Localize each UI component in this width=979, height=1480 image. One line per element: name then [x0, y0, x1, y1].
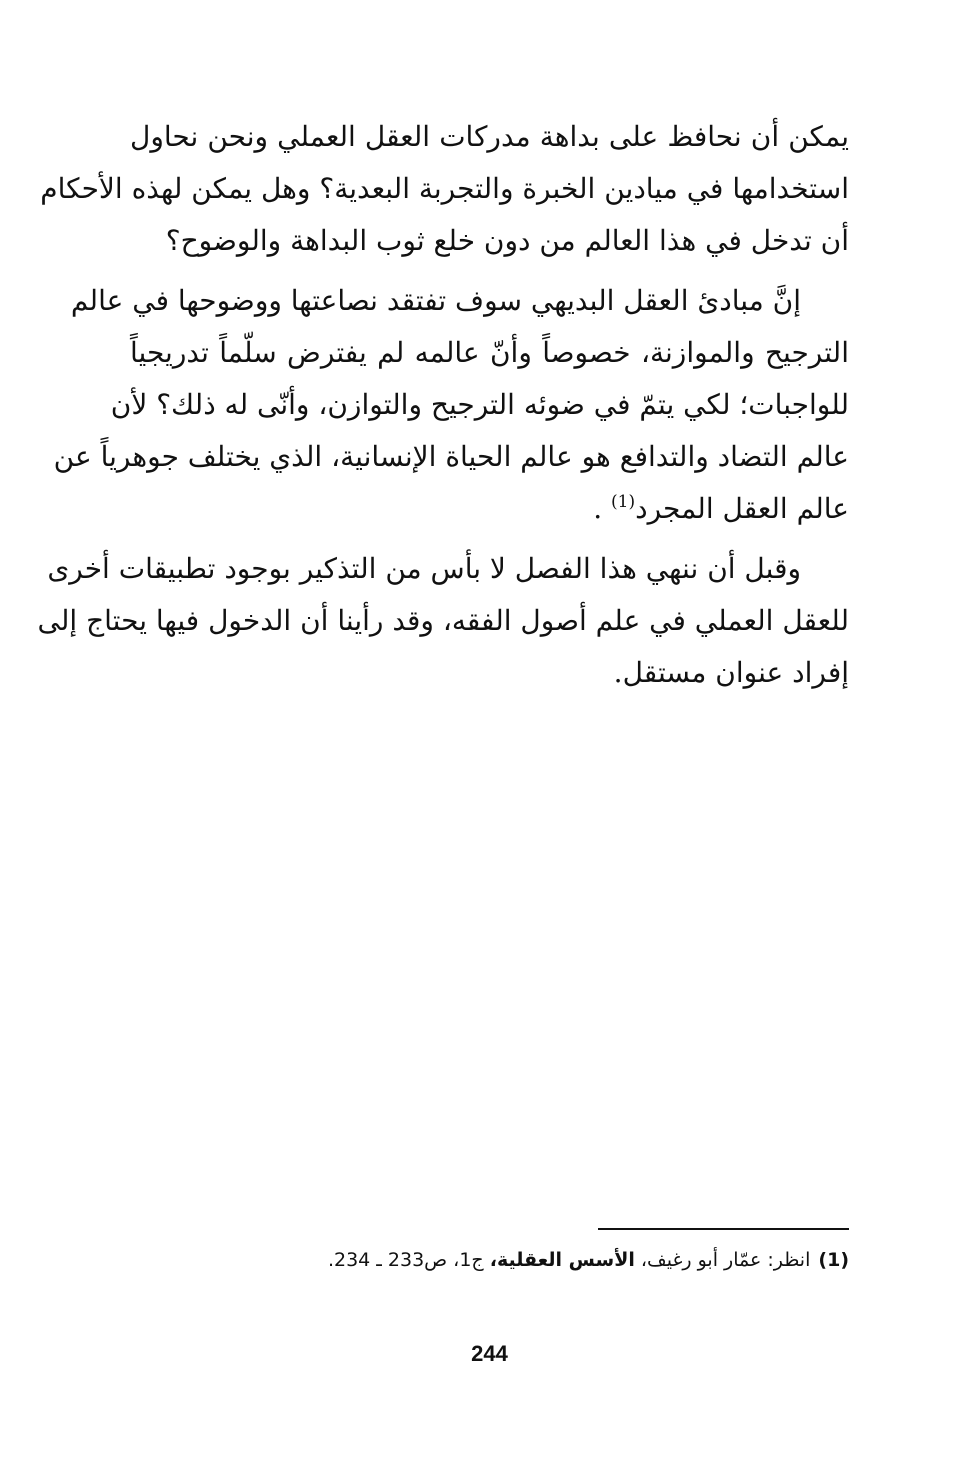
footnote-separator [598, 1228, 849, 1230]
footnote-book-title: الأسس العقلية، [489, 1249, 635, 1271]
p2-line-5 [130, 482, 849, 536]
p2-line-1: إنَّ مبادئ العقل البديهي سوف تفتقد نصاعتها ووضوحها في عالم [70, 284, 801, 317]
p2-line-5-text: عالم العقل المجرد [635, 492, 849, 525]
p1-line-1: يمكن أن نحافظ على بداهة مدركات العقل العملي ونحن نحاول [130, 120, 849, 153]
footnote-reference: (1) [611, 492, 636, 512]
footnote [130, 1240, 849, 1280]
p2-line-2: الترجيح والموازنة، خصوصاً وأنّ عالمه لم يفترض سلّماً تدريجياً [130, 336, 849, 369]
p2-line-4: عالم التضاد والتدافع هو عالم الحياة الإنسانية، الذي يختلف جوهرياً عن [53, 440, 849, 473]
p3-line-2: للعقل العملي في علم أصول الفقه، وقد رأينا أن الدخول فيها يحتاج إلى [37, 604, 849, 637]
footnote-suffix: ج1، ص233 ـ 234. [327, 1249, 484, 1271]
page-number: 244 [471, 1341, 508, 1366]
p2-end-punct: . [593, 492, 603, 525]
footnote-prefix: انظر: عمّار أبو رغيف، [640, 1249, 811, 1271]
p3-line-1: وقبل أن ننهي هذا الفصل لا بأس من التذكير بوجود تطبيقات أخرى [47, 552, 801, 585]
p2-line-3: للواجبات؛ لكي يتمّ في ضوئه الترجيح والتوازن، وأنّى له ذلك؟ لأن [110, 388, 849, 421]
p1-line-3: أن تدخل في هذا العالم من دون خلع ثوب البداهة والوضوح؟ [165, 224, 849, 257]
footnote-number: (1) [818, 1249, 849, 1271]
p1-line-2: استخدامها في ميادين الخبرة والتجربة البعدية؟ وهل يمكن لهذه الأحكام [40, 172, 849, 205]
p3-line-3: إفراد عنوان مستقل. [613, 656, 849, 689]
